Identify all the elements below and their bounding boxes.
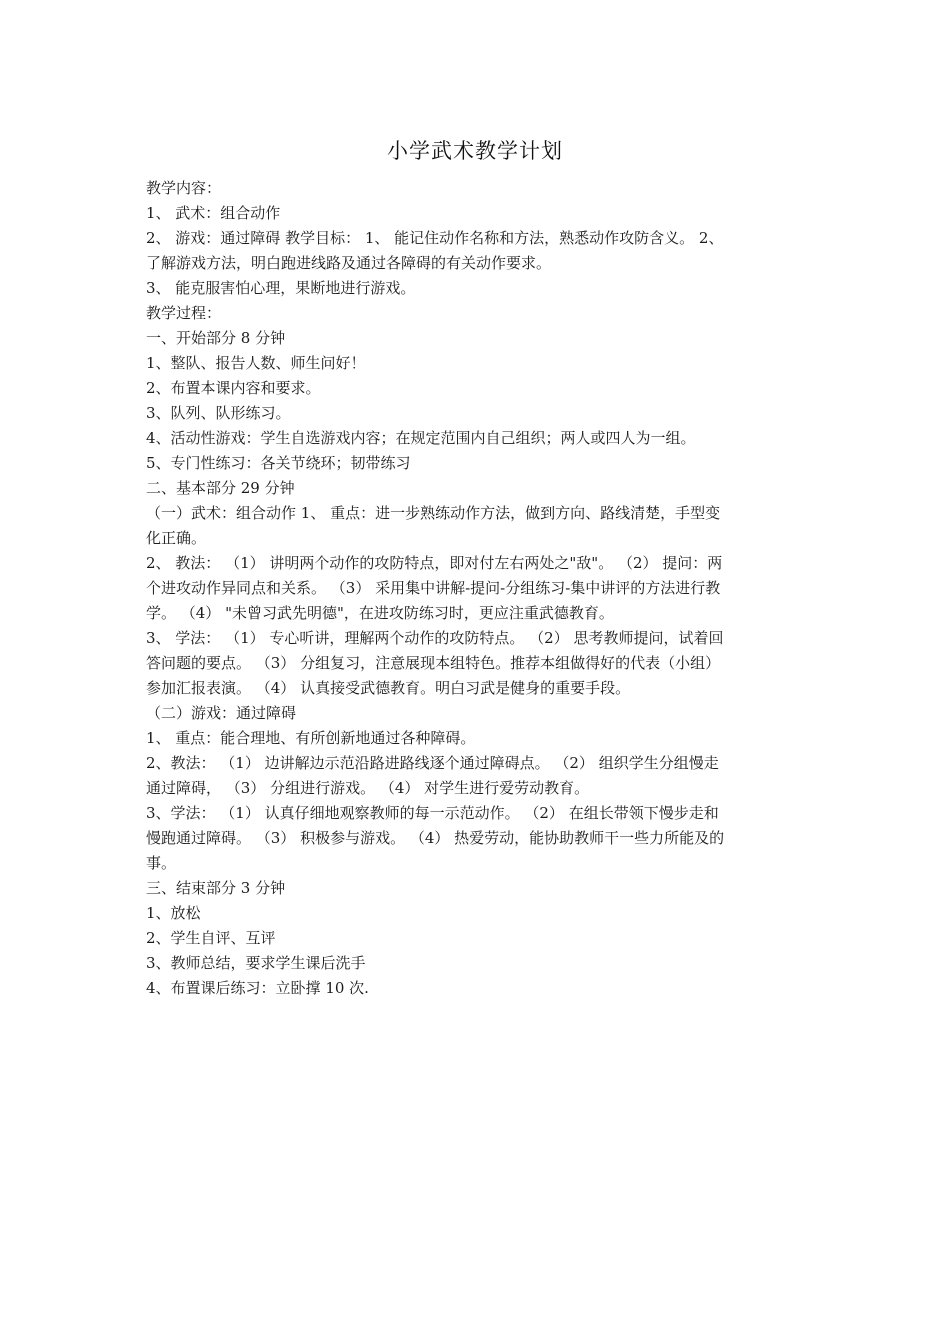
body-line: 学。 （4） "未曾习武先明德"，在进攻防练习时，更应注重武德教育。 (146, 604, 614, 622)
body-line: 2、 游戏：通过障碍 教学目标： 1、 能记住动作名称和方法，熟悉动作攻防含义。 2、 (146, 229, 724, 247)
body-line: 了解游戏方法，明白跑进线路及通过各障碍的有关动作要求。 (146, 254, 552, 272)
body-line: 2、布置本课内容和要求。 (146, 379, 321, 397)
body-line: 事。 (146, 854, 177, 872)
document-body (146, 176, 806, 1001)
body-line: 2、 教法： （1） 讲明两个动作的攻防特点，即对付左右两处之"敌"。 （2） 提问：两 (146, 554, 723, 572)
body-line: 参加汇报表演。 （4） 认真接受武德教育。明白习武是健身的重要手段。 (146, 679, 631, 697)
body-line: 1、 武术：组合动作 (146, 204, 281, 222)
body-line: 化正确。 (146, 529, 207, 547)
body-line: 2、学生自评、互评 (146, 929, 276, 947)
body-line: 1、放松 (146, 904, 201, 922)
body-line: （二）游戏：通过障碍 (146, 704, 297, 722)
body-line: 3、队列、队形练习。 (146, 404, 291, 422)
body-line: 三、结束部分 3 分钟 (146, 879, 286, 897)
body-line: 教学过程： (146, 304, 222, 322)
body-line: 5、专门性练习：各关节绕环；韧带练习 (146, 454, 411, 472)
body-line: （一）武术：组合动作 1、 重点：进一步熟练动作方法，做到方向、路线清楚，手型变 (146, 504, 721, 522)
document-title: 小学武术教学计划 (387, 139, 563, 163)
body-line: 答问题的要点。 （3） 分组复习，注意展现本组特色。推荐本组做得好的代表（小组） (146, 654, 721, 672)
body-line: 2、教法： （1） 边讲解边示范沿路进路线逐个通过障碍点。 （2） 组织学生分组慢走 (146, 754, 719, 772)
body-line: 通过障碍， （3） 分组进行游戏。 （4） 对学生进行爱劳动教育。 (146, 779, 590, 797)
body-line: 一、开始部分 8 分钟 (146, 329, 286, 347)
body-line: 3、 能克服害怕心理，果断地进行游戏。 (146, 279, 416, 297)
body-line: 4、布置课后练习：立卧撑 10 次. (146, 979, 369, 997)
body-line: 二、基本部分 29 分钟 (146, 479, 295, 497)
body-line: 3、教师总结，要求学生课后洗手 (146, 954, 366, 972)
body-line: 1、 重点：能合理地、有所创新地通过各种障碍。 (146, 729, 476, 747)
body-line: 1、整队、报告人数、师生问好！ (146, 354, 366, 372)
body-line: 教学内容： (146, 179, 222, 197)
body-line: 4、活动性游戏：学生自选游戏内容；在规定范围内自己组织；两人或四人为一组。 (146, 429, 696, 447)
body-line: 3、学法： （1） 认真仔细地观察教师的每一示范动作。 （2） 在组长带领下慢步走和 (146, 804, 719, 822)
body-line: 个进攻动作异同点和关系。 （3） 采用集中讲解-提问-分组练习-集中讲评的方法进行教 (146, 579, 721, 597)
body-line: 慢跑通过障碍。 （3） 积极参与游戏。 （4） 热爱劳动，能协助教师干一些力所能及的 (146, 829, 725, 847)
body-line: 3、 学法： （1） 专心听讲，理解两个动作的攻防特点。 （2） 思考教师提问，试着回 (146, 629, 724, 647)
